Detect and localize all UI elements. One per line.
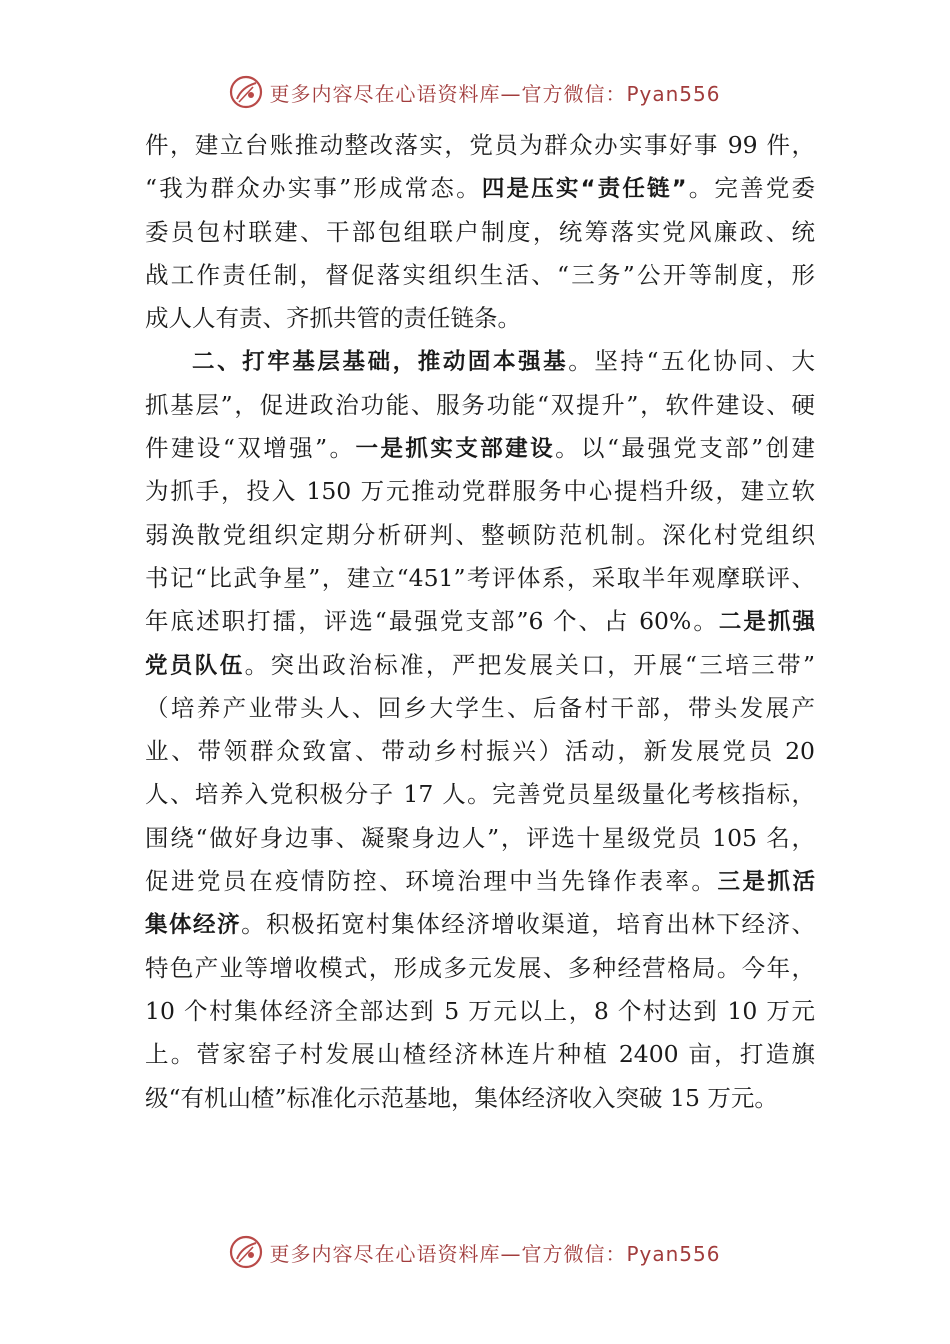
text-run: 委员包村联建、干部包组联户制度，统筹落实党风廉政、统 — [145, 217, 815, 246]
text-run: 。以“最强党支部”创建 — [555, 434, 816, 463]
text-run: 抓基层”，促进政治功能、服务功能“双提升”，软件建设、硬 — [145, 390, 815, 419]
text-run: 。积极拓宽村集体经济增收渠道，培育出林下经济、 — [241, 910, 815, 939]
text-line — [145, 947, 815, 990]
watermark-header — [0, 72, 950, 112]
text-run: 成人人有责、齐抓共管的责任链条。 — [145, 304, 521, 333]
text-line — [145, 514, 815, 557]
text-line — [145, 600, 815, 643]
text-run: 10 个村集体经济全部达到 5 万元以上，8 个村达到 10 万元 — [145, 996, 815, 1025]
document-body — [145, 124, 815, 1120]
text-line — [145, 730, 815, 773]
text-run: 年底述职打擂，评选“最强党支部”6 个、占 60%。 — [145, 607, 719, 636]
bold-text: 党员队伍 — [145, 652, 245, 679]
text-line — [145, 644, 815, 687]
text-run: 。突出政治标准，严把发展关口，开展“三培三带” — [244, 650, 815, 679]
bold-text: 集体经济 — [145, 912, 242, 939]
text-line — [145, 1033, 815, 1076]
bold-text: 二、打牢基层基础，推动固本强基 — [192, 349, 569, 376]
text-line — [145, 817, 815, 860]
bold-text: 三是抓活 — [717, 869, 815, 896]
text-run: 特色产业等增收模式，形成多元发展、多种经营格局。今年， — [145, 953, 815, 982]
text-run: 围绕“做好身边事、凝聚身边人”，评选十星级党员 105 名， — [145, 823, 815, 852]
text-line — [145, 903, 815, 946]
text-run: 战工作责任制，督促落实组织生活、“三务”公开等制度，形 — [145, 260, 815, 289]
text-run: 件，建立台账推动整改落实，党员为群众办实事好事 99 件， — [145, 131, 815, 159]
text-run: 。完善党委 — [686, 174, 816, 203]
text-line — [145, 384, 815, 427]
paragraph — [145, 124, 815, 340]
text-line — [145, 124, 815, 167]
text-line — [145, 297, 815, 340]
text-line — [145, 211, 815, 254]
text-line — [145, 167, 815, 210]
text-run: 级“有机山楂”标准化示范基地，集体经济收入突破 15 万元。 — [145, 1083, 778, 1112]
watermark-text: 更多内容尽在心语资料库—官方微信：Pyan556 — [269, 81, 721, 106]
logo-icon — [229, 1235, 263, 1269]
text-line — [145, 990, 815, 1033]
text-line — [145, 773, 815, 816]
text-line — [145, 860, 815, 903]
text-line — [145, 687, 815, 730]
text-line — [145, 427, 815, 470]
text-run: 业、带领群众致富、带动乡村振兴）活动，新发展党员 20 — [145, 737, 815, 766]
text-line — [145, 254, 815, 297]
text-run: 件建设“双增强”。 — [145, 434, 356, 463]
text-run: “我为群众办实事”形成常态。 — [145, 174, 482, 203]
text-run: 人、培养入党积极分子 17 人。完善党员星级量化考核指标， — [145, 780, 815, 809]
text-run: 为抓手，投入 150 万元推动党群服务中心提档升级，建立软 — [145, 477, 815, 506]
text-run: 书记“比武争星”，建立“451”考评体系，采取半年观摩联评、 — [145, 563, 815, 592]
watermark-footer — [0, 1232, 950, 1272]
watermark-text: 更多内容尽在心语资料库—官方微信：Pyan556 — [269, 1241, 721, 1266]
text-line — [145, 470, 815, 513]
text-run: 。坚持“五化协同、大 — [568, 347, 815, 376]
text-line — [145, 557, 815, 600]
bold-text: 一是抓实支部建设 — [355, 436, 556, 463]
paragraph — [145, 340, 815, 1119]
text-line — [145, 1077, 815, 1120]
text-run: 上。菅家窑子村发展山楂经济林连片种植 2400 亩，打造旗 — [145, 1040, 815, 1069]
text-line — [145, 340, 815, 383]
bold-text: 四是压实“责任链” — [481, 176, 687, 203]
bold-text: 二是抓强 — [718, 609, 815, 636]
logo-icon — [229, 75, 263, 109]
text-run: 弱涣散党组织定期分析研判、整顿防范机制。深化村党组织 — [145, 520, 815, 549]
text-run: 促进党员在疫情防控、环境治理中当先锋作表率。 — [145, 867, 718, 896]
text-run: （培养产业带头人、回乡大学生、后备村干部，带头发展产 — [145, 693, 815, 722]
